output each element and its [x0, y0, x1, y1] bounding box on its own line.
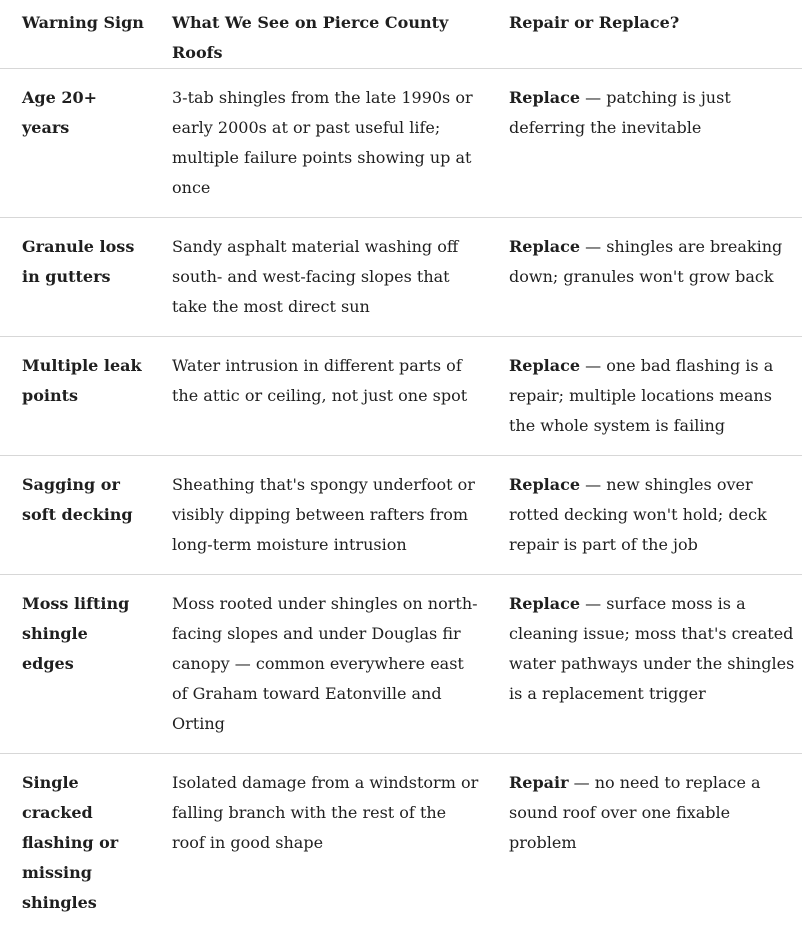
observation-cell: Sheathing that's spongy underfoot or visibly dipping between rafters from long-term moisture intrusion	[150, 456, 487, 575]
warning-sign-cell: Moss lifting shingle edges	[0, 575, 150, 754]
table-row	[0, 456, 802, 575]
verdict-word: Replace	[509, 237, 580, 256]
verdict-cell	[487, 337, 802, 456]
observation-cell: Sandy asphalt material washing off south- and west-facing slopes that take the most direct sun	[150, 218, 487, 337]
warning-sign-cell: Single cracked flashing or missing shingles	[0, 754, 150, 932]
warning-sign-cell: Granule loss in gutters	[0, 218, 150, 337]
observation-cell: 3-tab shingles from the late 1990s or early 2000s at or past useful life; multiple failure points showing up at once	[150, 69, 487, 218]
table-row	[0, 69, 802, 218]
verdict-detail: — one bad flashing is a repair; multiple locations means the whole system is failing	[509, 356, 773, 435]
table-row	[0, 575, 802, 754]
verdict-cell	[487, 575, 802, 754]
verdict-word: Replace	[509, 88, 580, 107]
warning-sign-cell: Sagging or soft decking	[0, 456, 150, 575]
table-row	[0, 337, 802, 456]
warning-sign-cell: Multiple leak points	[0, 337, 150, 456]
verdict-detail: — no need to replace a sound roof over one fixable problem	[509, 773, 761, 852]
verdict-cell	[487, 456, 802, 575]
verdict-word: Repair	[509, 773, 569, 792]
observation-cell: Isolated damage from a windstorm or falling branch with the rest of the roof in good shape	[150, 754, 487, 932]
header-observation: What We See on Pierce County Roofs	[150, 0, 487, 69]
verdict-detail: — patching is just deferring the inevitable	[509, 88, 731, 137]
verdict-cell	[487, 218, 802, 337]
verdict-cell	[487, 754, 802, 932]
verdict-word: Replace	[509, 356, 580, 375]
table-row	[0, 754, 802, 932]
table-row	[0, 218, 802, 337]
observation-cell: Moss rooted under shingles on north-facing slopes and under Douglas fir canopy — common everywhere east of Graham toward Eatonville and Orting	[150, 575, 487, 754]
verdict-word: Replace	[509, 475, 580, 494]
header-warning-sign: Warning Sign	[0, 0, 150, 69]
warning-sign-cell: Age 20+ years	[0, 69, 150, 218]
verdict-detail: — new shingles over rotted decking won't hold; deck repair is part of the job	[509, 475, 767, 554]
observation-cell: Water intrusion in different parts of the attic or ceiling, not just one spot	[150, 337, 487, 456]
verdict-detail: — surface moss is a cleaning issue; moss that's created water pathways under the shingles is a replacement trigger	[509, 594, 794, 703]
verdict-cell	[487, 69, 802, 218]
verdict-word: Replace	[509, 594, 580, 613]
table-header-row	[0, 0, 802, 69]
verdict-detail: — shingles are breaking down; granules won't grow back	[509, 237, 782, 286]
header-repair-or-replace: Repair or Replace?	[487, 0, 802, 69]
